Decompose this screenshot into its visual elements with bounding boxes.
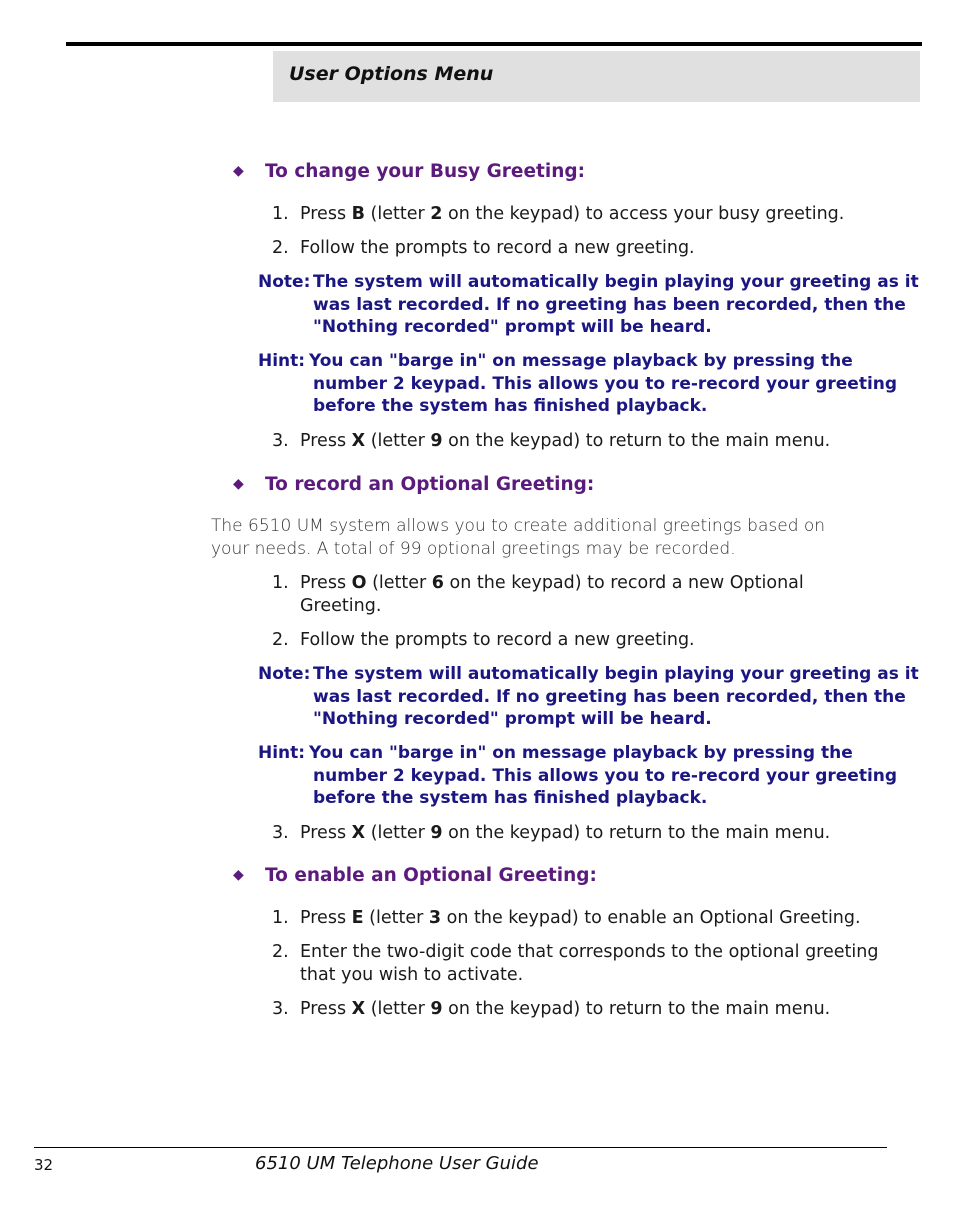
section-heading-enable-optional bbox=[233, 865, 597, 886]
step-text: on the keypad) to enable an Optional Greeting. bbox=[441, 908, 861, 928]
step-number: 3. bbox=[272, 999, 289, 1019]
note-line: The system will automatically begin playing your greeting as it bbox=[313, 664, 919, 684]
step-text: Follow the prompts to record a new greeting. bbox=[300, 630, 695, 650]
step-number: 2. bbox=[272, 630, 289, 650]
step-enable-3 bbox=[272, 998, 892, 1021]
hint-callout bbox=[258, 350, 898, 418]
top-rule bbox=[66, 42, 922, 46]
section-heading-record-optional bbox=[233, 474, 594, 495]
heading-text: To record an Optional Greeting: bbox=[265, 474, 595, 495]
key-digit: 3 bbox=[428, 908, 442, 928]
key-letter: O bbox=[351, 573, 367, 593]
step-text: Follow the prompts to record a new greeting. bbox=[300, 238, 695, 258]
note-line: "Nothing recorded" prompt will be heard. bbox=[313, 709, 712, 730]
key-digit: 6 bbox=[431, 573, 444, 593]
step-enable-2 bbox=[272, 941, 892, 987]
key-letter: E bbox=[351, 908, 364, 928]
step-text: Press bbox=[300, 908, 352, 928]
step-optional-2 bbox=[272, 629, 892, 652]
hint-line: number 2 keypad. This allows you to re-record your greeting bbox=[313, 765, 898, 786]
step-enable-1 bbox=[272, 907, 892, 930]
key-letter: X bbox=[351, 999, 366, 1019]
step-text: (letter bbox=[364, 204, 431, 224]
hint-label: Hint: bbox=[258, 351, 306, 371]
key-letter: X bbox=[351, 823, 366, 843]
page-number: 32 bbox=[34, 1156, 54, 1174]
step-text: on the keypad) to return to the main menu. bbox=[442, 999, 831, 1019]
note-line: "Nothing recorded" prompt will be heard. bbox=[313, 317, 712, 338]
step-number: 1. bbox=[272, 908, 289, 928]
intro-paragraph: The 6510 UM system allows you to create additional greetings based on your needs. A total of 99 optional greetings may be recorded. bbox=[211, 516, 826, 559]
diamond-bullet-icon: ◆ bbox=[233, 163, 244, 179]
step-number: 3. bbox=[272, 431, 289, 451]
step-optional-1 bbox=[272, 572, 832, 618]
step-busy-1 bbox=[272, 203, 892, 226]
step-text: Press bbox=[300, 999, 352, 1019]
note-line: The system will automatically begin playing your greeting as it bbox=[313, 272, 919, 292]
step-busy-3 bbox=[272, 430, 892, 453]
step-text: on the keypad) to access your busy greeting. bbox=[442, 204, 845, 224]
key-digit: 9 bbox=[430, 999, 443, 1019]
heading-text: To enable an Optional Greeting: bbox=[265, 865, 597, 886]
diamond-bullet-icon: ◆ bbox=[233, 867, 244, 883]
note-line: was last recorded. If no greeting has been recorded, then the bbox=[313, 294, 906, 315]
step-text: (letter bbox=[363, 908, 429, 928]
step-number: 1. bbox=[272, 204, 289, 224]
step-text: Enter the two-digit code that corresponds to the optional greeting that you wish to activate. bbox=[300, 942, 879, 985]
hint-line: before the system has finished playback. bbox=[313, 788, 708, 809]
hint-line: You can "barge in" on message playback by pressing the bbox=[309, 351, 853, 371]
step-text: (letter bbox=[365, 823, 431, 843]
hint-line: number 2 keypad. This allows you to re-record your greeting bbox=[313, 373, 898, 394]
footer-title: 6510 UM Telephone User Guide bbox=[255, 1153, 539, 1174]
footer-rule bbox=[34, 1147, 887, 1148]
note-label: Note: bbox=[258, 272, 311, 292]
key-letter: B bbox=[351, 204, 365, 224]
key-letter: X bbox=[351, 431, 366, 451]
step-number: 2. bbox=[272, 942, 289, 962]
step-busy-2 bbox=[272, 237, 892, 260]
hint-label: Hint: bbox=[258, 743, 306, 763]
step-text: Press bbox=[300, 823, 352, 843]
note-label: Note: bbox=[258, 664, 311, 684]
note-callout bbox=[258, 663, 919, 731]
key-digit: 2 bbox=[430, 204, 443, 224]
header-band bbox=[273, 51, 920, 102]
step-number: 3. bbox=[272, 823, 289, 843]
heading-text: To change your Busy Greeting: bbox=[265, 161, 586, 182]
step-text: on the keypad) to return to the main menu. bbox=[442, 823, 831, 843]
key-digit: 9 bbox=[430, 823, 443, 843]
key-digit: 9 bbox=[430, 431, 443, 451]
step-text: (letter bbox=[365, 431, 431, 451]
step-text: (letter bbox=[366, 573, 432, 593]
note-callout bbox=[258, 271, 919, 339]
step-text: Press bbox=[300, 431, 352, 451]
step-text: Press bbox=[300, 573, 352, 593]
note-line: was last recorded. If no greeting has been recorded, then the bbox=[313, 686, 906, 707]
page-header-title: User Options Menu bbox=[289, 63, 494, 85]
step-number: 1. bbox=[272, 573, 289, 593]
diamond-bullet-icon: ◆ bbox=[233, 476, 244, 492]
step-optional-3 bbox=[272, 822, 892, 845]
step-number: 2. bbox=[272, 238, 289, 258]
step-text: on the keypad) to return to the main menu. bbox=[442, 431, 831, 451]
hint-callout bbox=[258, 742, 898, 810]
step-text: on the keypad) to record a new Optional Greeting. bbox=[300, 573, 804, 616]
hint-line: You can "barge in" on message playback by pressing the bbox=[309, 743, 853, 763]
step-text: Press bbox=[300, 204, 352, 224]
hint-line: before the system has finished playback. bbox=[313, 396, 708, 417]
section-heading-busy-greeting bbox=[233, 161, 585, 182]
step-text: (letter bbox=[365, 999, 431, 1019]
